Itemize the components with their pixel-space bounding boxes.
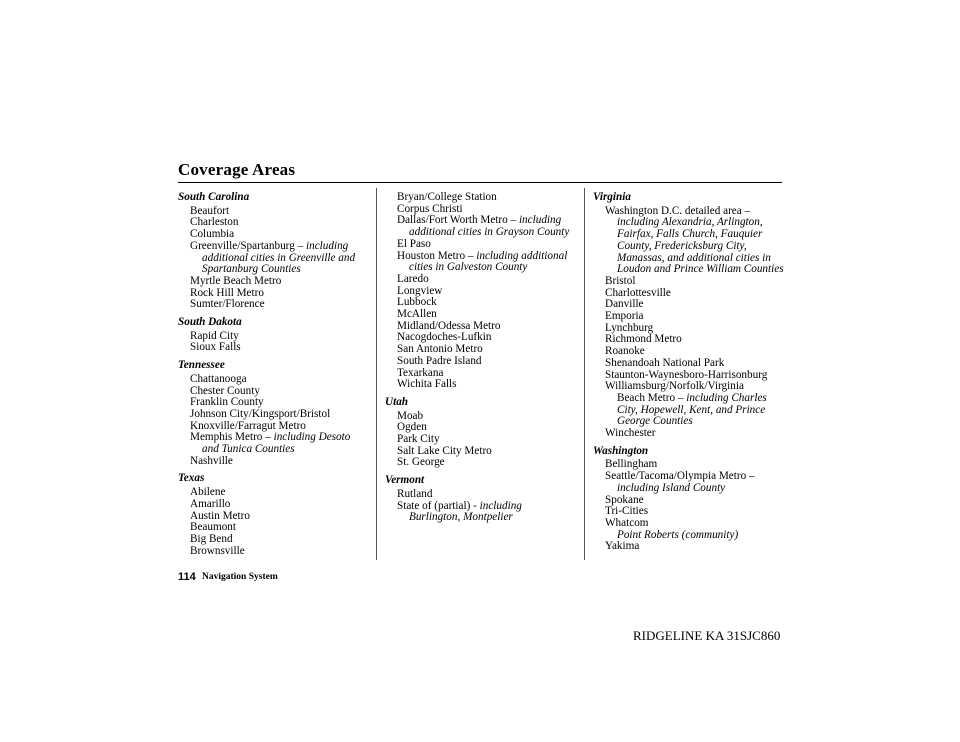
column-divider [376, 188, 377, 560]
state-heading: South Carolina [178, 191, 250, 203]
city-name: Winchester [605, 427, 656, 440]
city-name: Bristol [605, 274, 636, 287]
city-name: Amarillo [190, 497, 231, 510]
state-heading: South Dakota [178, 316, 242, 329]
column-1 [178, 192, 368, 557]
city-name: Laredo [397, 272, 429, 285]
city-name: Lynchburg [605, 321, 654, 334]
coverage-note: Point Roberts (community) [617, 528, 739, 541]
city-name: Sioux Falls [190, 341, 241, 354]
city-name: El Paso [397, 237, 431, 250]
city-name: Seattle/Tacoma/Olympia Metro – [605, 470, 755, 483]
city-name: Rapid City [190, 329, 239, 342]
city-name: Austin Metro [190, 509, 250, 522]
city-name: South Padre Island [397, 354, 482, 367]
city-name: Park City [397, 433, 440, 446]
city-name: Rock Hill Metro [190, 286, 264, 299]
city-name-continued: Beach Metro – [617, 391, 684, 404]
city-name: Nacogdoches-Lufkin [397, 331, 492, 344]
city-name: Myrtle Beach Metro [190, 274, 282, 287]
city-name: Greenville/Spartanburg – [190, 239, 304, 252]
city-name: Richmond Metro [605, 333, 682, 346]
city-name: Johnson City/Kingsport/Bristol [190, 407, 331, 420]
city-name: Danville [605, 298, 644, 311]
coverage-note-continued [190, 253, 368, 276]
city-name: Memphis Metro – [190, 431, 271, 444]
city-name: Williamsburg/Norfolk/Virginia [605, 380, 744, 393]
state-heading: Virginia [593, 191, 631, 203]
document-code: RIDGELINE KA 31SJC860 [633, 628, 781, 643]
coverage-note: additional cities in Grayson County [409, 226, 570, 239]
city-name: Washington D.C. detailed area – [605, 204, 751, 217]
city-name: Lubbock [397, 296, 437, 309]
city-name: Longview [397, 284, 443, 297]
city-name: Ogden [397, 421, 427, 434]
city-name: Columbia [190, 228, 235, 241]
city-name: Beaumont [190, 521, 236, 534]
column-divider [584, 188, 585, 560]
coverage-note: including Alexandria, Arlington, Fairfax, Falls Church, Fauquier County, Fredericksburg City, Manassas, and additional cities in Loudon and Prince William Counties [617, 216, 784, 276]
state-heading: Texas [178, 472, 205, 485]
city-name: Bellingham [605, 458, 658, 471]
city-name: Salt Lake City Metro [397, 444, 492, 457]
coverage-note-continued [397, 512, 581, 524]
state-heading: Washington [593, 444, 649, 457]
coverage-entry [190, 456, 368, 468]
city-name: Beaufort [190, 204, 230, 217]
coverage-note: including Desoto [273, 431, 351, 444]
city-name: Chester County [190, 384, 260, 397]
city-name: Corpus Christi [397, 202, 463, 215]
coverage-note: including [479, 499, 522, 512]
city-name: Wichita Falls [397, 378, 457, 391]
coverage-note: including Island County [617, 481, 726, 494]
coverage-note: City, Hopewell, Kent, and Prince George Counties [617, 403, 766, 428]
city-name: Knoxville/Farragut Metro [190, 419, 306, 432]
coverage-note-continued [605, 217, 788, 276]
city-name: Yakima [605, 540, 640, 553]
footer-label: Navigation System [202, 572, 278, 582]
city-name: Tri-Cities [605, 505, 649, 518]
city-name: Staunton-Waynesboro-Harrisonburg [605, 368, 768, 381]
coverage-entry [605, 541, 788, 553]
page-title: Coverage Areas [178, 160, 296, 179]
coverage-entry [190, 299, 368, 311]
state-heading: Utah [385, 395, 409, 408]
city-name: Sumter/Florence [190, 298, 265, 311]
coverage-entry [605, 428, 788, 440]
coverage-note-continued [605, 405, 788, 428]
city-name: Chattanooga [190, 372, 247, 385]
city-name: Texarkana [397, 366, 444, 379]
coverage-note: including [518, 214, 562, 227]
coverage-entry [190, 546, 368, 558]
column-3 [593, 192, 788, 553]
city-name: Bryan/College Station [397, 191, 497, 203]
city-name: Shenandoah National Park [605, 356, 725, 369]
city-name: Big Bend [190, 532, 233, 545]
state-heading: Vermont [385, 474, 425, 487]
coverage-note: additional cities in Greenville and Spartanburg Counties [202, 251, 356, 276]
coverage-entry [397, 457, 581, 469]
city-name: Emporia [605, 310, 644, 323]
city-name: Houston Metro – [397, 249, 474, 262]
city-name: St. George [397, 456, 445, 469]
coverage-note: and Tunica Counties [202, 443, 295, 456]
city-name: Brownsville [190, 544, 245, 557]
coverage-note: including Charles [686, 391, 767, 404]
column-2 [385, 192, 581, 524]
city-name: Moab [397, 409, 424, 422]
city-name: McAllen [397, 308, 437, 321]
city-name: Charleston [190, 216, 239, 229]
city-name: Whatcom [605, 516, 649, 529]
city-name: Spokane [605, 493, 644, 506]
coverage-entry [397, 379, 581, 391]
city-name: Midland/Odessa Metro [397, 319, 501, 332]
page-number: 114 [178, 571, 196, 583]
state-heading: Tennessee [178, 359, 225, 372]
title-rule [178, 182, 782, 183]
city-name: Abilene [190, 486, 226, 499]
city-name: State of (partial) - [397, 499, 477, 512]
coverage-note: including additional [476, 249, 568, 262]
city-name: Roanoke [605, 345, 645, 358]
city-name: Charlottesville [605, 286, 671, 299]
city-name: Dallas/Fort Worth Metro – [397, 214, 517, 227]
city-name: Rutland [397, 487, 433, 500]
coverage-entry [190, 342, 368, 354]
coverage-note: Burlington, Montpelier [409, 511, 513, 524]
coverage-note: cities in Galveston County [409, 261, 528, 274]
city-name: Nashville [190, 454, 233, 467]
city-name: Franklin County [190, 396, 264, 409]
city-name: San Antonio Metro [397, 343, 483, 356]
coverage-note: including [306, 239, 349, 252]
